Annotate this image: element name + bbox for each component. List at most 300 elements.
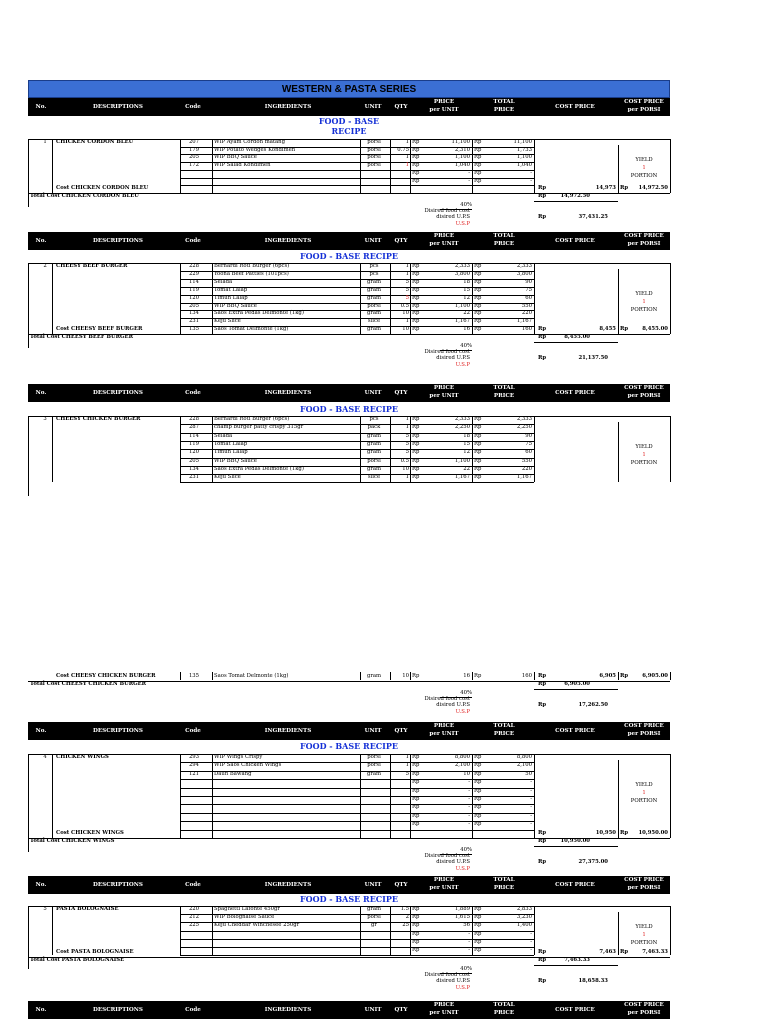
currency-label: Rp	[538, 978, 547, 985]
ingredient-unit: porsi	[367, 754, 381, 760]
grid-line	[472, 263, 473, 334]
total-cost-label: Total Cost CHEESY CHICKEN BURGER	[30, 681, 147, 687]
currency-label: Rp	[474, 804, 482, 811]
currency-label: Rp	[412, 930, 420, 937]
ingredient-unit: porsi	[367, 302, 381, 309]
ingredient-unit: pack	[367, 424, 381, 431]
total-price: 8,800	[516, 754, 532, 760]
header-desc: DESCRIPTIONS	[93, 238, 143, 244]
header-qty: QTY	[394, 390, 408, 396]
total-cost: 10,950.00	[560, 838, 590, 844]
ingredient-qty: 5	[405, 449, 409, 456]
header-unit: UNIT	[364, 238, 382, 244]
ingredient-name: WIP Ayam Cordon matang	[214, 139, 285, 145]
header-c1: COST PRICE	[624, 1002, 664, 1008]
total-price: 2,100	[516, 762, 532, 769]
header-cp: COST PRICE	[555, 104, 595, 110]
cost-price: 6,905	[599, 673, 616, 679]
currency-label: Rp	[412, 754, 420, 760]
portion-label: PORTION	[630, 798, 658, 804]
total-cost-label: Total Cost CHICKEN WINGS	[30, 838, 115, 844]
total-price: 2,333	[516, 263, 532, 269]
header-c1: COST PRICE	[624, 385, 664, 391]
grid-line	[52, 754, 53, 838]
ingredient-code: 228	[188, 416, 200, 422]
grid-line	[52, 263, 53, 334]
yield-qty: 1	[642, 165, 646, 171]
ingredient-name: WIP BBQ Sauce	[214, 154, 257, 161]
header-qty: QTY	[394, 882, 408, 888]
portion-label: PORTION	[630, 173, 658, 179]
currency-label: Rp	[412, 673, 420, 679]
unit-price: -	[468, 821, 470, 828]
ingredient-unit: gram	[366, 294, 382, 301]
currency-label: Rp	[412, 154, 420, 161]
grid-line	[618, 672, 619, 680]
unit-price: 22	[463, 465, 470, 472]
header-no: No.	[35, 728, 47, 734]
total-price: 1,167	[516, 318, 532, 325]
currency-label: Rp	[474, 770, 482, 777]
total-price: 220	[521, 310, 532, 317]
desired-food-cost-label: Disired food cost	[424, 853, 470, 860]
header-t1: TOTAL	[493, 1002, 515, 1008]
ingredient-name: Tomat Lalap	[214, 440, 248, 447]
ingredient-qty: 5	[405, 286, 409, 293]
grid-line	[534, 906, 535, 955]
unit-price: 16	[463, 326, 470, 333]
usp-label: U.S.P	[455, 220, 470, 227]
header-ing: INGREDIENTS	[264, 238, 312, 244]
grid-line	[410, 263, 411, 334]
currency-label: Rp	[474, 922, 482, 929]
header-c2: per PORSI	[627, 107, 661, 113]
unit-price: 56	[463, 922, 470, 929]
total-price: 60	[525, 294, 532, 301]
desired-ups: 27,375.00	[578, 859, 608, 866]
ingredient-name: Keju Slice	[214, 474, 241, 481]
currency-label: Rp	[412, 286, 420, 293]
total-price: -	[530, 796, 532, 802]
currency-label: Rp	[412, 762, 420, 769]
currency-label: Rp	[474, 432, 482, 439]
item-number: 5	[43, 906, 47, 912]
desired-ups-label: disired U.P.S	[436, 702, 470, 708]
total-cost-label: Total Cost CHICKEN CORDON BLEU	[30, 192, 139, 199]
ingredient-name: Keju Slice	[214, 318, 241, 325]
currency-label: Rp	[412, 465, 420, 472]
section-subtitle: FOOD - BASE	[318, 116, 380, 126]
ingredient-qty: 0.75	[397, 146, 409, 153]
currency-label: Rp	[538, 859, 547, 866]
header-t1: TOTAL	[493, 385, 515, 391]
total-price: 3,230	[516, 914, 532, 921]
ingredient-code: 134	[188, 310, 200, 317]
desired-food-cost-label: Disired food cost	[424, 972, 470, 979]
ingredient-qty: 5	[405, 432, 409, 439]
ingredient-qty: 10	[402, 310, 409, 317]
grid-line	[534, 342, 618, 343]
ingredient-name: WIP Saos Chicken Wings	[214, 762, 282, 769]
grid-line	[670, 906, 671, 955]
grid-line	[670, 139, 671, 193]
ingredient-code: 120	[188, 449, 200, 456]
grid-line	[534, 201, 618, 202]
total-price: 2,333	[516, 416, 532, 422]
ingredient-qty: 5	[405, 278, 409, 285]
ingredient-name: WIP BBQ Sauce	[214, 457, 257, 464]
grid-line	[440, 854, 472, 855]
section-subtitle: FOOD - BASE RECIPE	[299, 404, 399, 414]
header-no: No.	[35, 1007, 47, 1013]
header-t2: PRICE	[493, 241, 515, 247]
section-subtitle: FOOD - BASE RECIPE	[299, 894, 399, 904]
unit-price: 1,100	[454, 457, 470, 464]
ingredient-qty: 10	[402, 465, 409, 472]
unit-price: 12	[463, 449, 470, 456]
desired-ups-label: disired U.P.S	[436, 355, 470, 361]
total-price: -	[530, 812, 532, 819]
unit-price: 1,100	[454, 302, 470, 309]
ingredient-code: 207	[188, 139, 200, 145]
currency-label: Rp	[474, 154, 482, 161]
total-price: 75	[525, 440, 532, 447]
unit-price: -	[468, 804, 470, 811]
currency-label: Rp	[412, 139, 420, 145]
header-unit: UNIT	[364, 728, 382, 734]
grid-line	[534, 846, 618, 847]
currency-label: Rp	[412, 440, 420, 447]
header-p1: PRICE	[433, 385, 455, 391]
header-cp: COST PRICE	[555, 238, 595, 244]
item-number: 2	[43, 263, 47, 269]
item-name: CHEESY CHICKEN BURGER	[56, 416, 141, 422]
header-c1: COST PRICE	[624, 99, 664, 105]
unit-price: 12	[463, 294, 470, 301]
total-price: -	[530, 930, 532, 937]
ingredient-name: Keju Cheddar Winchesee 250gr	[214, 922, 300, 929]
yield-qty: 1	[642, 790, 646, 796]
grid-line	[180, 830, 534, 831]
header-no: No.	[35, 390, 47, 396]
currency-label: Rp	[412, 302, 420, 309]
ingredient-code: 135	[188, 326, 200, 333]
header-no: No.	[35, 238, 47, 244]
header-t2: PRICE	[493, 731, 515, 737]
header-qty: QTY	[394, 728, 408, 734]
grid-line	[28, 906, 29, 969]
currency-label: Rp	[474, 821, 482, 828]
header-p2: per UNIT	[429, 393, 459, 399]
currency-label: Rp	[412, 326, 420, 333]
currency-label: Rp	[474, 914, 482, 921]
table-header	[28, 876, 670, 894]
ingredient-name: WIP Wings Crispy	[214, 754, 263, 760]
unit-price: 1,100	[454, 154, 470, 161]
header-code: Code	[185, 882, 201, 888]
ingredient-unit: gram	[366, 906, 382, 912]
grid-line	[670, 416, 671, 482]
header-c2: per PORSI	[627, 885, 661, 891]
ingredient-name: WIP BBQ Sauce	[214, 302, 257, 309]
header-qty: QTY	[394, 104, 408, 110]
header-t2: PRICE	[493, 107, 515, 113]
total-price: -	[530, 804, 532, 811]
total-price: 1,400	[516, 922, 532, 929]
currency-label: Rp	[474, 474, 482, 481]
ingredient-qty: 10	[402, 326, 409, 333]
ingredient-unit: gram	[366, 326, 382, 333]
ingredient-qty: 1	[405, 416, 409, 422]
unit-price: -	[468, 947, 470, 953]
currency-label: Rp	[474, 302, 482, 309]
ingredient-unit: gram	[366, 310, 382, 317]
yield-label: YIELD	[635, 924, 653, 930]
ingredient-name: Saos Tomat Delmonte (1kg)	[214, 673, 289, 679]
currency-label: Rp	[538, 702, 547, 708]
grid-line	[534, 263, 535, 334]
ingredient-unit: porsi	[367, 914, 381, 921]
currency-label: Rp	[474, 779, 482, 786]
ingredient-unit: gram	[366, 673, 382, 679]
ingredient-qty: 0.5	[400, 302, 409, 309]
ingredient-qty: 1	[405, 162, 409, 169]
header-c2: per PORSI	[627, 241, 661, 247]
ingredient-unit: porsi	[367, 139, 381, 145]
currency-label: Rp	[474, 177, 482, 184]
header-cp: COST PRICE	[555, 1007, 595, 1013]
currency-label: Rp	[412, 177, 420, 184]
header-code: Code	[185, 238, 201, 244]
ingredient-qty: 5	[405, 440, 409, 447]
cost-price: 8,455	[599, 326, 616, 333]
currency-label: Rp	[474, 286, 482, 293]
header-code: Code	[185, 390, 201, 396]
ingredient-qty: 1	[405, 139, 409, 145]
ingredient-unit: gram	[366, 286, 382, 293]
currency-label: Rp	[538, 956, 547, 963]
currency-label: Rp	[474, 787, 482, 794]
currency-label: Rp	[412, 804, 420, 811]
ingredient-unit: porsi	[367, 146, 381, 153]
ingredient-qty: 5	[405, 770, 409, 777]
unit-price: 8,800	[454, 754, 470, 760]
header-desc: DESCRIPTIONS	[93, 104, 143, 110]
header-p1: PRICE	[433, 1002, 455, 1008]
usp-label: U.S.P	[455, 709, 470, 715]
grid-line	[440, 350, 472, 351]
header-cp: COST PRICE	[555, 882, 595, 888]
ingredient-unit: porsi	[367, 762, 381, 769]
header-c1: COST PRICE	[624, 233, 664, 239]
ingredient-code: 231	[188, 318, 200, 325]
ingredient-unit: porsi	[367, 457, 381, 464]
currency-label: Rp	[538, 213, 547, 220]
cost-label: Cost CHEESY CHICKEN BURGER	[56, 673, 156, 679]
currency-label: Rp	[474, 457, 482, 464]
header-cp: COST PRICE	[555, 728, 595, 734]
ingredient-code: 119	[188, 440, 200, 447]
total-price: 50	[525, 770, 532, 777]
yield-qty: 1	[642, 452, 646, 458]
header-p2: per UNIT	[429, 885, 459, 891]
total-cost-label: Total Cost PASTA BOLOGNAISE	[30, 956, 125, 963]
ingredient-code: 294	[188, 762, 200, 769]
currency-label: Rp	[474, 930, 482, 937]
ingredient-name: Tomat Lalap	[214, 286, 248, 293]
unit-price: -	[468, 796, 470, 802]
unit-price: 10	[463, 770, 470, 777]
unit-price: 18	[463, 278, 470, 285]
section-subtitle: FOOD - BASE RECIPE	[299, 251, 399, 261]
total-cost: 14,972.50	[560, 192, 590, 199]
currency-label: Rp	[412, 416, 420, 422]
currency-label: Rp	[538, 673, 547, 679]
cost-porsi: 6,905.00	[642, 673, 668, 679]
table-header	[28, 232, 670, 250]
header-t1: TOTAL	[493, 723, 515, 729]
currency-label: Rp	[412, 449, 420, 456]
ingredient-code: 287	[188, 424, 200, 431]
item-number: 4	[43, 754, 47, 760]
currency-label: Rp	[474, 146, 482, 153]
currency-label: Rp	[412, 821, 420, 828]
cost-label: Cost PASTA BOLOGNAISE	[56, 948, 134, 955]
total-price: 2,833	[516, 906, 532, 912]
ingredient-code: 231	[188, 474, 200, 481]
usp-label: U.S.P	[455, 866, 470, 873]
header-t1: TOTAL	[493, 99, 515, 105]
currency-label: Rp	[412, 787, 420, 794]
unit-price: 1,167	[454, 474, 470, 481]
header-unit: UNIT	[364, 104, 382, 110]
header-cp: COST PRICE	[555, 390, 595, 396]
currency-label: Rp	[412, 796, 420, 802]
grid-line	[212, 263, 213, 334]
unit-price: 1,167	[454, 318, 470, 325]
cost-porsi: 8,455.00	[642, 326, 668, 333]
ingredient-qty: 5	[405, 294, 409, 301]
ingredient-code: 134	[188, 465, 200, 472]
total-price: 1,040	[516, 162, 532, 169]
header-t2: PRICE	[493, 393, 515, 399]
currency-label: Rp	[412, 474, 420, 481]
total-price: -	[530, 787, 532, 794]
total-price: -	[530, 938, 532, 945]
desired-food-cost-label: Disired food cost	[424, 349, 470, 355]
currency-label: Rp	[538, 681, 547, 687]
ingredient-code: 135	[188, 673, 200, 679]
total-price: 2,250	[516, 424, 532, 431]
grid-line	[180, 263, 181, 334]
cost-price: 10,950	[595, 829, 616, 836]
desired-ups-label: disired U.P.S	[436, 859, 470, 866]
unit-price: -	[468, 779, 470, 786]
ingredient-qty: 25	[402, 922, 409, 929]
header-desc: DESCRIPTIONS	[93, 390, 143, 396]
ingredient-name: WIP Salad Kondimen	[214, 162, 271, 169]
header-p2: per UNIT	[429, 731, 459, 737]
currency-label: Rp	[474, 169, 482, 176]
header-ing: INGREDIENTS	[264, 104, 312, 110]
ingredient-unit: pcs	[369, 416, 379, 422]
header-desc: DESCRIPTIONS	[93, 1007, 143, 1013]
header-t1: TOTAL	[493, 877, 515, 883]
header-code: Code	[185, 1007, 201, 1013]
portion-label: PORTION	[630, 307, 658, 313]
ingredient-unit: pcs	[369, 263, 379, 269]
header-ing: INGREDIENTS	[264, 882, 312, 888]
header-p1: PRICE	[433, 233, 455, 239]
currency-label: Rp	[474, 673, 482, 679]
currency-label: Rp	[474, 278, 482, 285]
currency-label: Rp	[474, 440, 482, 447]
unit-price: 1,889	[454, 906, 470, 912]
ingredient-code: 120	[188, 294, 200, 301]
total-price: 75	[525, 286, 532, 293]
ingredient-unit: gr	[371, 922, 377, 929]
currency-label: Rp	[412, 270, 420, 277]
ingredient-unit: gram	[366, 440, 382, 447]
desired-ups-label: disired U.P.S	[436, 213, 470, 220]
total-price: 11,100	[513, 139, 532, 145]
header-desc: DESCRIPTIONS	[93, 882, 143, 888]
currency-label: Rp	[474, 812, 482, 819]
unit-price: 3,800	[454, 270, 470, 277]
unit-price: 18	[463, 432, 470, 439]
ingredient-code: 293	[188, 754, 200, 760]
currency-label: Rp	[538, 355, 547, 361]
ingredient-unit: porsi	[367, 154, 381, 161]
cost-label: Cost CHICKEN CORDON BLEU	[56, 185, 149, 192]
unit-price: 2,333	[454, 263, 470, 269]
total-price: 550	[521, 302, 532, 309]
ingredient-qty: 1	[405, 762, 409, 769]
ingredient-qty: 1	[405, 270, 409, 277]
currency-label: Rp	[412, 812, 420, 819]
ingredient-code: 205	[188, 457, 200, 464]
unit-price: 2,333	[454, 416, 470, 422]
unit-price: -	[468, 177, 470, 184]
total-price: 1,167	[516, 474, 532, 481]
desired-ups: 18,658.33	[578, 978, 608, 985]
portion-label: PORTION	[630, 940, 658, 946]
desired-ups-label: disired U.P.S	[436, 978, 470, 985]
currency-label: Rp	[412, 770, 420, 777]
ingredient-name: Saos Extra Pedas Delmonte (1kg)	[214, 465, 304, 472]
grid-line	[440, 209, 472, 210]
section-subtitle: FOOD - BASE RECIPE	[299, 741, 399, 751]
ingredient-unit: gram	[366, 449, 382, 456]
total-price: 3,800	[516, 270, 532, 277]
total-cost: 8,455.00	[564, 334, 590, 341]
ingredient-name: champ burger patty crispy 315gr	[214, 424, 304, 431]
ingredient-name: Spaghetti Lafonte 450gr	[214, 906, 280, 912]
ingredient-unit: slice	[367, 474, 381, 481]
header-c2: per PORSI	[627, 731, 661, 737]
grid-line	[670, 263, 671, 334]
currency-label: Rp	[538, 334, 547, 341]
yield-qty: 1	[642, 299, 646, 305]
currency-label: Rp	[474, 796, 482, 802]
ingredient-qty: 0.5	[400, 457, 409, 464]
total-price: 90	[525, 278, 532, 285]
currency-label: Rp	[620, 185, 629, 192]
header-ing: INGREDIENTS	[264, 390, 312, 396]
ingredient-unit: slice	[367, 318, 381, 325]
ingredient-code: 179	[188, 146, 200, 153]
ingredient-code: 205	[188, 154, 200, 161]
